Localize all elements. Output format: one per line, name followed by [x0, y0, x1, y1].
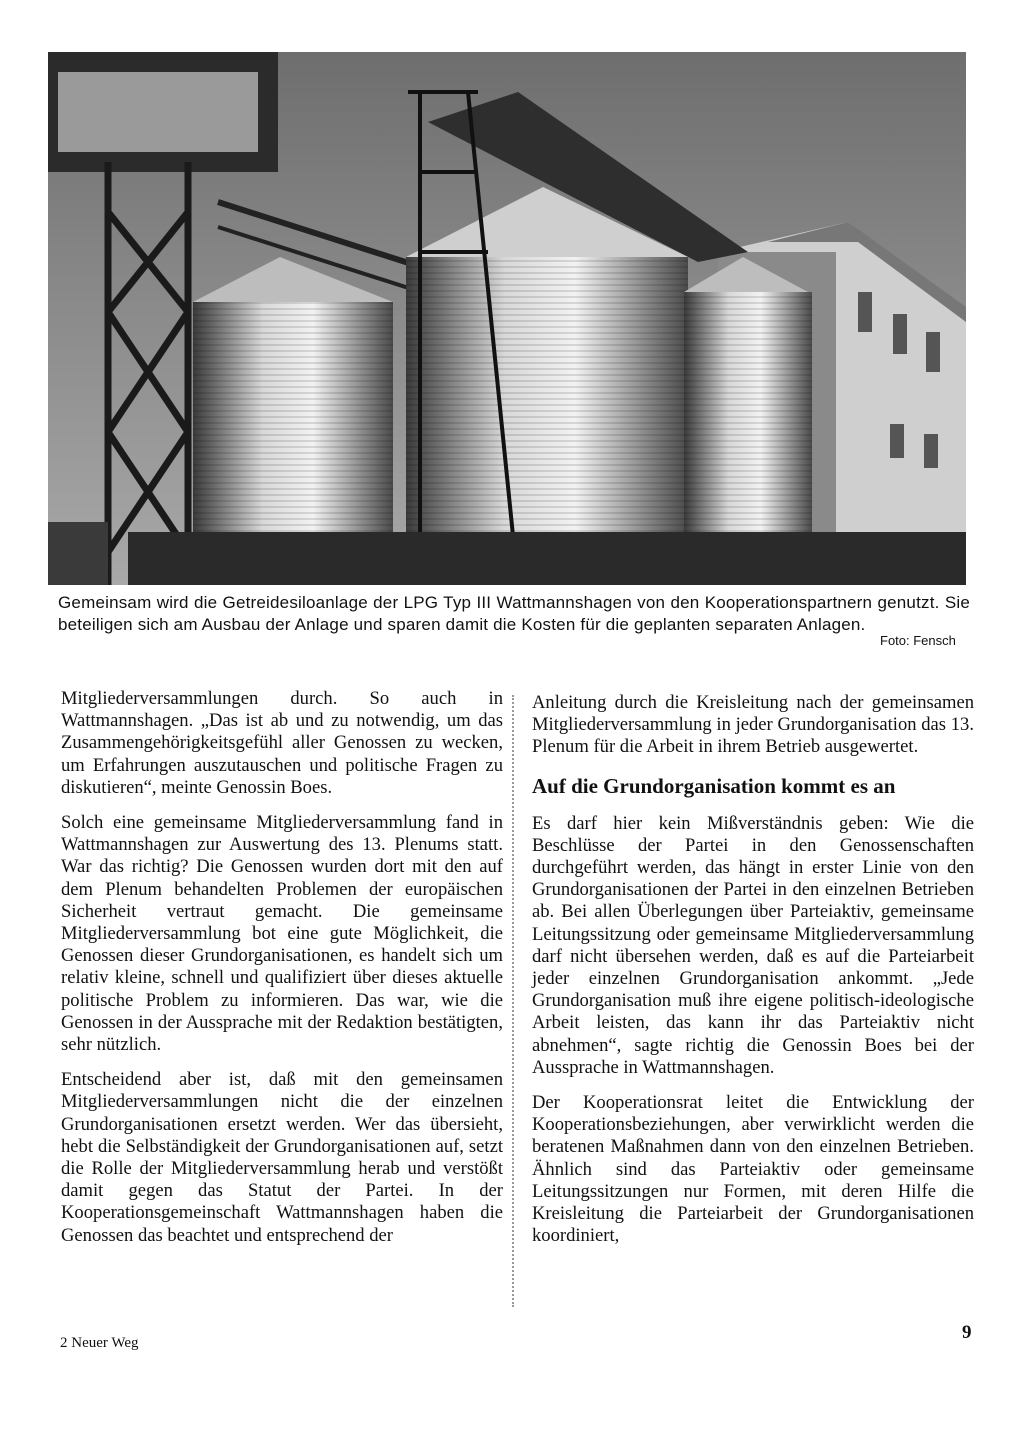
page-number: 9 — [962, 1322, 972, 1343]
right-column — [532, 692, 974, 1260]
paragraph: Entscheidend aber ist, daß mit den gemeinsamen Mitgliederversammlungen nicht die der einzelnen Grundorganisationen ersetzt werden. Wer das übersieht, hebt die Selbständigkeit der Grundorganisationen auf, setzt die Rolle der Mitgliederversammlung herab und verstößt damit gegen das Statut der Partei. In der Kooperationsgemeinschaft Wattmannshagen haben die Genossen das beachtet und entsprechend der — [61, 1069, 503, 1246]
paragraph: Solch eine gemeinsame Mitgliederversammlung fand in Wattmannshagen zur Auswertung des 13. Plenums statt. War das richtig? Die Genossen wurden dort mit den auf dem Plenum behandelten Problemen der europäischen Sicherheit vertraut gemacht. Die gemeinsame Mitgliederversammlung bot eine gute Möglichkeit, die Genossen dieser Grundorganisationen, es handelt sich um relativ kleine, schnell und qualifiziert über dieses aktuelle politische Problem zu informieren. Das war, wie die Genossen in der Aussprache mit der Redaktion bestätigten, sehr nützlich. — [61, 812, 503, 1056]
left-column — [61, 688, 503, 1260]
paragraph: Der Kooperationsrat leitet die Entwicklung der Kooperationsbeziehungen, aber verwirklicht werden die beratenen Maßnahmen dann von den einzelnen Betrieben. Ähnlich sind das Parteiaktiv oder gemeinsame Leitungssitzungen nur Formen, mit deren Hilfe die Kreisleitung die Parteiarbeit der Grundorganisationen koordiniert, — [532, 1092, 974, 1247]
paragraph: Es darf hier kein Mißverständnis geben: Wie die Beschlüsse der Partei in den Genossenschaften durchgeführt werden, das hängt in erster Linie von den Grundorganisationen der Partei in den einzelnen Betrieben ab. Bei allen Überlegungen über Parteiaktiv, gemeinsame Leitungssitzung oder gemeinsame Mitgliederversammlung darf nicht übersehen werden, daß es auf die Parteiarbeit jeder einzelnen Grundorganisation ankommt. „Jede Grundorganisation muß ihre eigene politisch-ideologische Arbeit leisten, das kann ihr das Parteiaktiv nicht abnehmen“, sagte richtig die Genossin Boes bei der Aussprache in Wattmannshagen. — [532, 812, 974, 1078]
photo-caption: Gemeinsam wird die Getreidesiloanlage der LPG Typ III Wattmannshagen von den Kooperationspartnern genutzt. Sie beteiligen sich am Ausbau der Anlage und sparen damit die Kosten für die geplanten separaten Anlagen. — [58, 593, 970, 634]
footer-publication: 2 Neuer Weg — [60, 1335, 139, 1351]
column-divider — [512, 695, 514, 1307]
paragraph: Anleitung durch die Kreisleitung nach der gemeinsamen Mitgliederversammlung in jeder Grundorganisation das 13. Plenum für die Arbeit in ihrem Betrieb ausgewertet. — [532, 692, 974, 758]
grain-silo-photo — [48, 52, 966, 585]
silo-photo-drawing — [48, 52, 966, 585]
paragraph: Mitgliederversammlungen durch. So auch in Wattmannshagen. „Das ist ab und zu notwendig, um das Zusammengehörigkeitsgefühl aller Genossen zu wecken, um Erfahrungen auszutauschen und politische Fragen zu diskutieren“, meinte Genossin Boes. — [61, 688, 503, 798]
section-heading: Auf die Grundorganisation kommt es an — [532, 773, 896, 798]
photo-credit: Foto: Fensch — [880, 633, 956, 648]
